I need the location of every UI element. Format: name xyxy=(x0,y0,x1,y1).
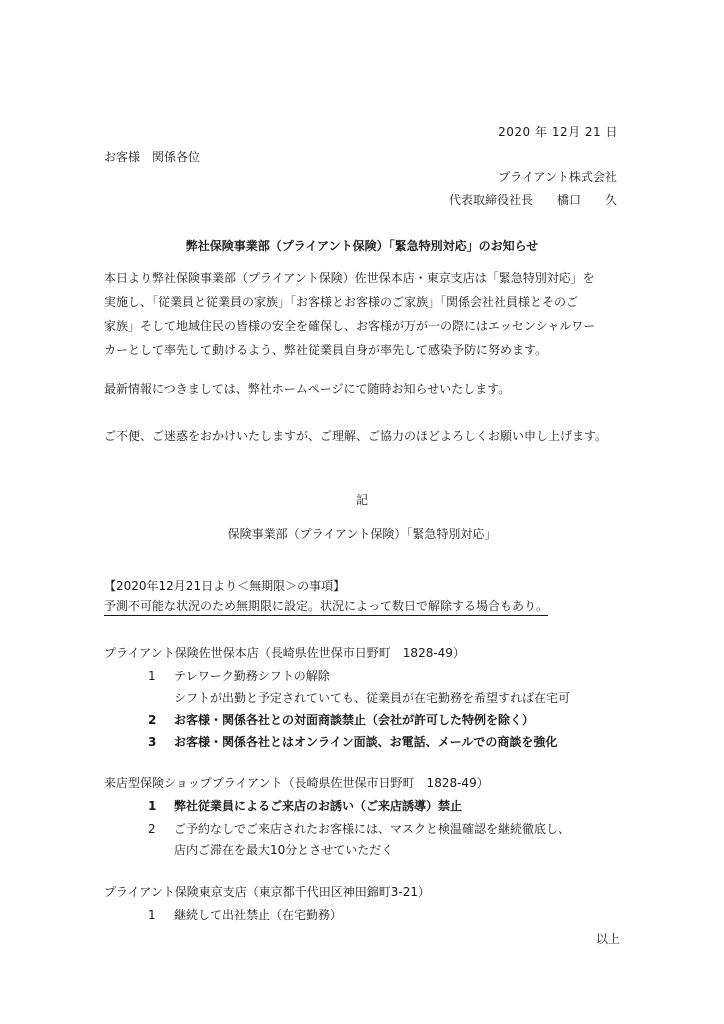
item-number: 1 xyxy=(148,669,156,683)
notice-title: 弊社保険事業部（プライアント保険）「緊急特別対応」のお知らせ xyxy=(185,239,539,253)
item-text: テレワーク勤務シフトの解除 xyxy=(174,669,330,683)
item-number: 3 xyxy=(148,735,157,749)
item-number: 2 xyxy=(148,822,156,836)
item-number: 1 xyxy=(148,908,156,922)
section-heading-shop: 来店型保険ショッププライアント（長崎県佐世保市日野町 1828-49） xyxy=(104,776,489,790)
item-text-continued: シフトが出勤と予定されていても、従業員が在宅勤務を希望すれば在宅可 xyxy=(174,691,571,705)
representative: 代表取締役社長 橋口 久 xyxy=(448,193,617,207)
item-text: お客様・関係各社との対面商談禁止（会社が許可した特例を除く） xyxy=(174,713,535,727)
item-text-continued: 店内ご滞在を最大10分とさせていただく xyxy=(174,843,394,857)
paragraph1-line4: カーとして率先して動けるよう、弊社従業員自身が率先して感染予防に努めます。 xyxy=(104,343,548,357)
company-name: プライアント株式会社 xyxy=(498,170,617,184)
paragraph1-line1: 本日より弊社保険事業部（プライアント保険）佐世保本店・東京支店は「緊急特別対応」を xyxy=(104,271,595,285)
item-number: 1 xyxy=(148,799,157,813)
item-number: 2 xyxy=(148,713,157,727)
item-text: ご予約なしでご来店されたお客様には、マスクと検温確認を継続徹底し、 xyxy=(174,822,571,836)
period-heading: 【2020年12月21日より＜無期限＞の事項】 xyxy=(104,579,346,593)
paragraph1-line2: 実施し、「従業員と従業員の家族」「お客様とお客様のご家族」「関係会社社員様とそのご xyxy=(104,295,579,309)
item-text: お客様・関係各社とはオンライン面談、お電話、メールでの商談を強化 xyxy=(174,735,558,749)
item-text: 継続して出社禁止（在宅勤務） xyxy=(174,908,343,922)
closing-mark: 以上 xyxy=(595,932,620,946)
section-heading-sasebo: プライアント保険佐世保本店（長崎県佐世保市日野町 1828-49） xyxy=(104,646,465,660)
detail-subtitle: 保険事業部（プライアント保険）「緊急特別対応」 xyxy=(227,527,497,541)
addressee: お客様 関係各位 xyxy=(104,150,201,164)
item-text: 弊社従業員によるご来店のお誘い（ご来店誘導）禁止 xyxy=(174,799,463,813)
section-heading-tokyo: プライアント保険東京支店（東京都千代田区神田錦町3-21） xyxy=(104,885,431,899)
paragraph2: 最新情報につきましては、弊社ホームページにて随時お知らせいたします。 xyxy=(104,382,511,396)
period-note: 予測不可能な状況のため無期限に設定。状況によって数日で解除する場合もあり。 xyxy=(104,598,548,616)
ki-marker: 記 xyxy=(355,493,368,507)
paragraph1-line3: 家族」そして地域住民の皆様の安全を確保し、お客様が万が一の際にはエッセンシャルワー xyxy=(104,319,596,333)
letter-date: 2020 年 12月 21 日 xyxy=(498,125,618,139)
paragraph3: ご不便、ご迷惑をおかけいたしますが、ご理解、ご協力のほどよろしくお願い申し上げます。 xyxy=(104,429,608,443)
